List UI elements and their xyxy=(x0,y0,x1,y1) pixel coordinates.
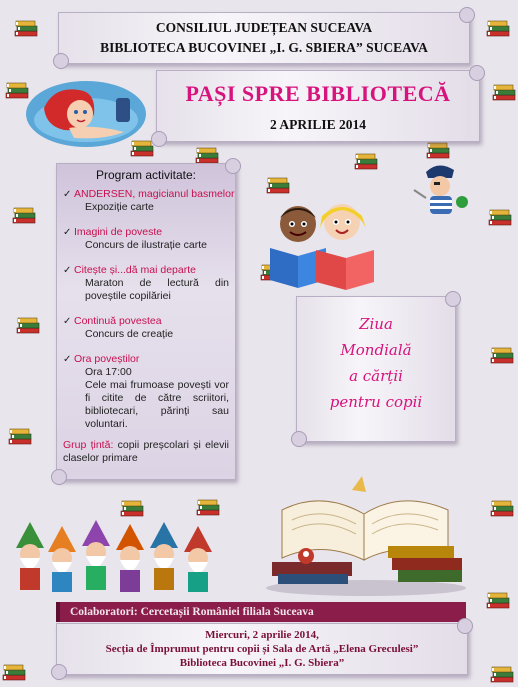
activity-desc: Concurs de ilustrație carte xyxy=(85,239,207,251)
book-stack-icon xyxy=(486,18,512,38)
activity-item xyxy=(63,353,235,431)
book-stack-icon xyxy=(195,145,221,165)
activity-item xyxy=(63,226,235,252)
world-book-day-line-4: pentru copii xyxy=(329,393,423,411)
header-line-2: BIBLIOTECA BUCOVINEI „I. G. SBIERA” SUCEAVA xyxy=(100,40,428,55)
book-stack-icon xyxy=(266,175,292,195)
footer-banner xyxy=(56,623,468,675)
check-icon: ✓ xyxy=(63,316,72,327)
book-stack-icon xyxy=(12,205,38,225)
event-title: PAȘI SPRE BIBLIOTECĂ xyxy=(185,81,451,106)
world-book-day-banner xyxy=(296,296,456,442)
target-group-label: Grup țintă: xyxy=(63,439,114,451)
check-icon: ✓ xyxy=(63,227,72,238)
activity-name: ANDERSEN, magicianul basmelor xyxy=(74,188,235,200)
activity-time: Ora 17:00 xyxy=(85,366,132,378)
target-group-text: copii preșcolari și elevii claselor primare xyxy=(63,439,230,464)
event-date: 2 APRILIE 2014 xyxy=(269,117,367,132)
check-icon: ✓ xyxy=(63,189,72,200)
book-stack-icon xyxy=(120,498,146,518)
book-stack-icon xyxy=(488,207,514,227)
activity-name: Ora poveștilor xyxy=(74,353,140,365)
book-stack-icon xyxy=(16,315,42,335)
footer-line-1: Miercuri, 2 aprilie 2014, xyxy=(205,629,319,641)
pirate-illustration xyxy=(408,160,478,224)
header-banner xyxy=(58,12,470,64)
book-stack-icon xyxy=(14,18,40,38)
book-stack-icon xyxy=(354,151,380,171)
collaborators-text: Colaboratori: Cercetașii României filiala Suceava xyxy=(70,606,314,618)
book-stack-icon xyxy=(490,498,516,518)
check-icon: ✓ xyxy=(63,265,72,276)
activity-desc: Expoziție carte xyxy=(85,201,154,213)
activity-desc: Concurs de creație xyxy=(85,328,174,340)
book-stack-icon xyxy=(492,82,518,102)
dwarfs-illustration xyxy=(10,518,228,598)
activity-item xyxy=(63,188,235,214)
program-panel xyxy=(56,163,236,480)
mermaid-illustration xyxy=(24,80,148,148)
activity-name: Imagini de poveste xyxy=(74,226,163,238)
book-stack-icon xyxy=(196,497,222,517)
collaborators-banner xyxy=(56,602,466,622)
target-group xyxy=(63,439,229,465)
activity-item xyxy=(63,264,235,303)
world-book-day-line-3: a cărții xyxy=(349,367,403,385)
activity-item xyxy=(63,315,235,341)
book-stack-icon xyxy=(490,664,516,684)
children-reading-illustration xyxy=(262,198,382,292)
footer-line-2: Secția de Împrumut pentru copii și Sala de Artă „Elena Greculesi” xyxy=(105,643,419,655)
book-stack-icon xyxy=(486,590,512,610)
activity-name: Citește și...dă mai departe xyxy=(74,264,196,276)
activity-name: Continuă povestea xyxy=(74,315,162,327)
program-title: Program activitate: xyxy=(95,168,197,182)
book-stack-icon xyxy=(8,426,34,446)
world-book-day-line-1: Ziua xyxy=(359,315,393,333)
book-stack-icon xyxy=(490,345,516,365)
book-stack-icon xyxy=(2,662,28,682)
header-line-1: CONSILIUL JUDEȚEAN SUCEAVA xyxy=(155,20,373,35)
activity-desc: Cele mai frumoase povești vor fi citite de către scriitori, bibliotecari, părinți sau voluntari. xyxy=(85,379,229,430)
footer-line-3: Biblioteca Bucovinei „I. G. Sbiera” xyxy=(179,657,345,669)
check-icon: ✓ xyxy=(63,354,72,365)
world-book-day-line-2: Mondială xyxy=(340,341,412,359)
books-illustration xyxy=(252,470,480,596)
book-stack-icon xyxy=(426,140,452,160)
activity-desc: Maraton de lectură din poveștile copilăriei xyxy=(85,277,229,302)
event-title-banner xyxy=(156,70,480,142)
